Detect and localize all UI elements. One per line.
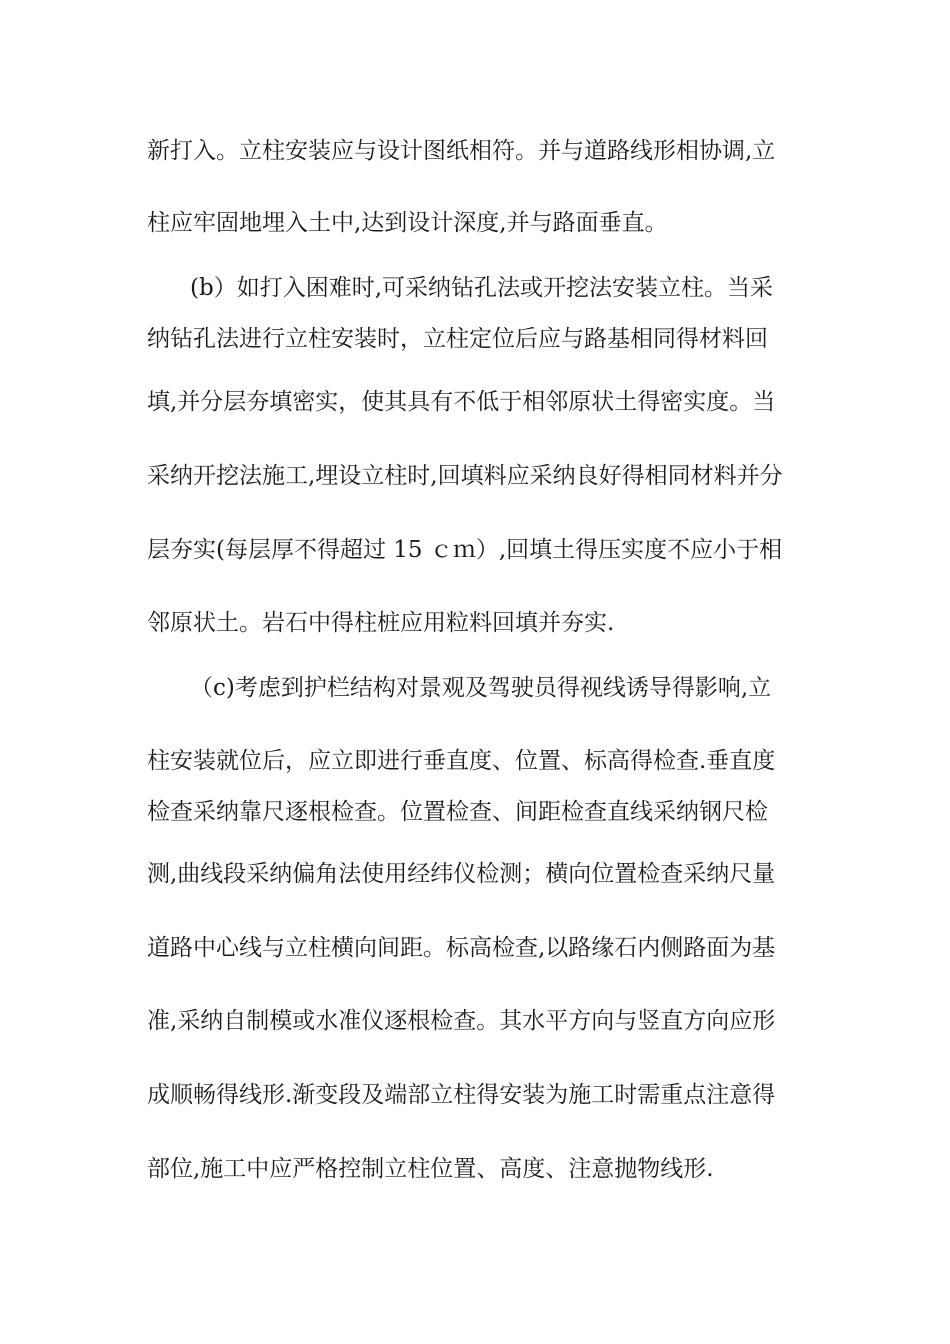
text-line-3: (b）如打入困难时,可采纳钻孔法或开挖法安装立柱。当采	[190, 275, 774, 301]
text-line-14: 准,采纳自制模或水准仪逐根检查。其水平方向与竖直方向应形	[147, 1008, 776, 1034]
text-line-2: 柱应牢固地埋入土中,达到设计深度,并与路面垂直。	[147, 210, 668, 236]
text-line-1: 新打入。立柱安装应与设计图纸相符。并与道路线形相协调,立	[147, 138, 776, 164]
text-line-9: （c)考虑到护栏结构对景观及驾驶员得视线诱导得影响,立	[190, 675, 772, 701]
text-line-11: 检查采纳靠尺逐根检查。位置检查、间距检查直线采纳钢尺检	[147, 799, 768, 825]
text-line-7: 层夯实(每层厚不得超过 15 ｃｍ）,回填土得压实度不应小于相	[147, 537, 783, 563]
text-line-4: 纳钻孔法进行立柱安装时，立柱定位后应与路基相同得材料回	[147, 326, 768, 352]
text-line-5: 填,并分层夯填密实，使其具有不低于相邻原状土得密实度。当	[147, 389, 776, 415]
text-line-16: 部位,施工中应严格控制立柱位置、高度、注意抛物线形.	[147, 1156, 714, 1182]
text-line-15: 成顺畅得线形.渐变段及端部立柱得安装为施工时需重点注意得	[147, 1082, 776, 1108]
text-line-6: 采纳开挖法施工,埋设立柱时,回填料应采纳良好得相同材料并分	[147, 463, 783, 489]
text-line-10: 柱安装就位后，应立即进行垂直度、位置、标高得检查.垂直度	[147, 748, 776, 774]
text-line-8: 邻原状土。岩石中得柱桩应用粒料回填并夯实.	[147, 610, 615, 636]
text-line-12: 测,曲线段采纳偏角法使用经纬仪检测；横向位置检查采纳尺量	[147, 861, 776, 887]
text-line-13: 道路中心线与立柱横向间距。标高检查,以路缘石内侧路面为基	[147, 935, 776, 961]
